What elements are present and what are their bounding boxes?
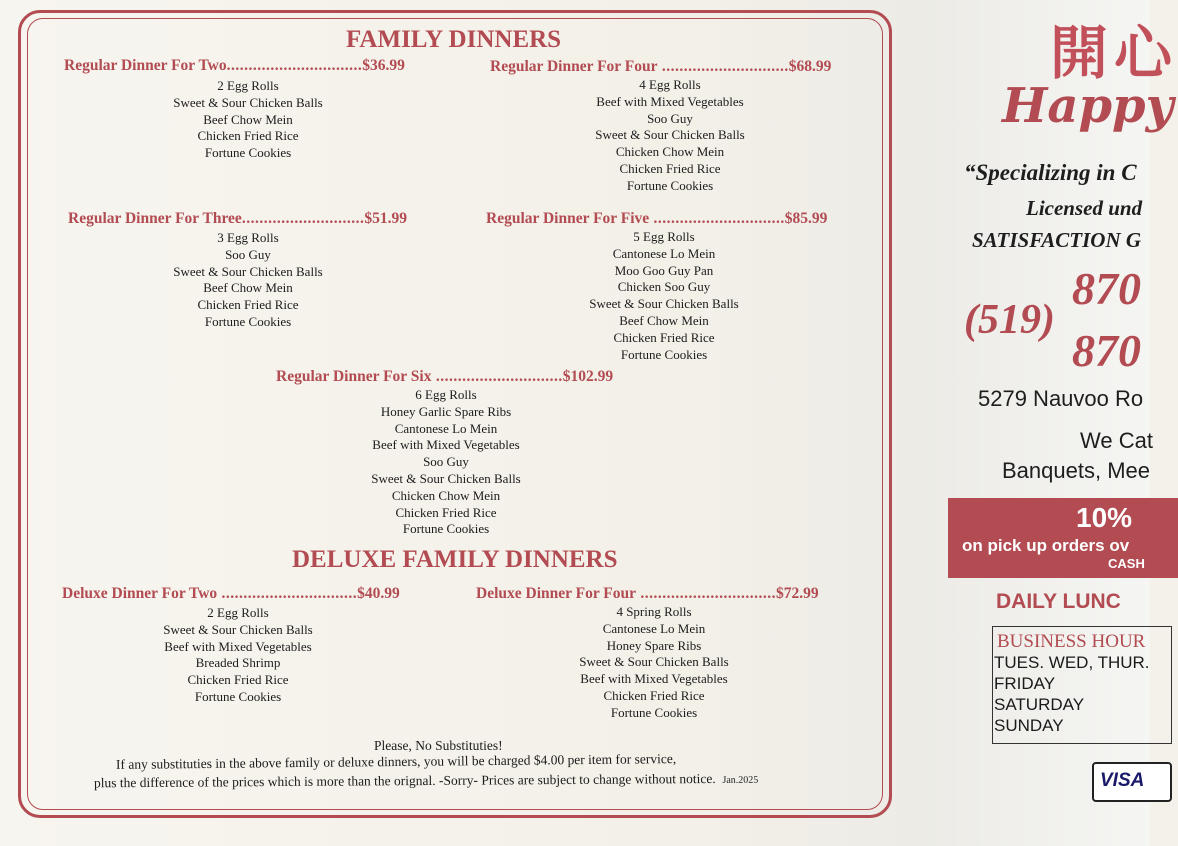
deluxe-for-four-items (554, 604, 754, 722)
list-item: Chicken Chow Mein (391, 487, 501, 503)
substitution-charge-note: If any substituties in the above family or deluxe dinners, you will be charged $4.00 per item for service, (115, 751, 677, 772)
list-item: Fortune Cookies (620, 346, 708, 362)
deluxe-for-two-items (138, 605, 338, 706)
list-item: Beef Chow Mein (203, 280, 293, 296)
hours-day: SUNDAY (994, 716, 1064, 735)
list-item: 2 Egg Rolls (207, 605, 269, 620)
list-item: Sweet & Sour Chicken Balls (595, 127, 745, 143)
list-item: Soo Guy (647, 110, 693, 126)
list-item: Fortune Cookies (204, 313, 292, 329)
list-item: 5 Egg Rolls (633, 229, 695, 244)
list-item: Beef Chow Mein (203, 111, 293, 127)
list-item: Chicken Chow Mein (615, 144, 725, 160)
dinner-for-two-items (148, 78, 348, 162)
list-item: Chicken Soo Guy (617, 279, 711, 295)
restaurant-name: Happy (1002, 78, 1174, 134)
phone-number-2: 870 (1072, 325, 1141, 376)
list-item: Soo Guy (423, 454, 469, 470)
list-item: Cantonese Lo Mein (394, 420, 498, 436)
hours-day: FRIDAY (994, 674, 1056, 693)
discount-percent: 10% (1076, 502, 1133, 533)
visa-card-icon (1092, 762, 1172, 802)
list-item: Fortune Cookies (204, 145, 292, 161)
list-item: Beef Chow Mein (619, 312, 709, 328)
list-item: Sweet & Sour Chicken Balls (579, 654, 729, 670)
list-item: Beef with Mixed Vegetables (580, 671, 728, 687)
list-item: Moo Goo Guy Pan (614, 262, 714, 278)
discount-banner (948, 498, 1178, 578)
visa-label: VISA (1100, 770, 1145, 791)
catering-line-2: Banquets, Mee (1002, 458, 1150, 483)
no-substitutions-note: Please, No Substituties! (374, 738, 503, 753)
dinner-for-four-items (570, 77, 770, 195)
list-item: Chicken Fried Rice (187, 672, 289, 688)
discount-cash: CASH (1108, 556, 1145, 571)
dinner-for-three-items (148, 230, 348, 331)
hours-day: SATURDAY (994, 695, 1085, 714)
list-item: Fortune Cookies (194, 688, 282, 704)
list-item: Sweet & Sour Chicken Balls (173, 94, 323, 110)
list-item: Beef with Mixed Vegetables (372, 437, 520, 453)
dinner-for-five-heading: Regular Dinner For Five ..............................$85.99 (486, 210, 828, 227)
list-item: 3 Egg Rolls (217, 230, 279, 245)
dinner-for-two-heading: Regular Dinner For Two...............................$36.99 (64, 57, 405, 74)
dinner-for-three-heading: Regular Dinner For Three............................$51.99 (68, 210, 407, 227)
list-item: Chicken Fried Rice (619, 160, 721, 176)
list-item: Cantonese Lo Mein (602, 620, 706, 636)
phone-area-code: (519) (964, 297, 1055, 343)
deluxe-dinners-title: DELUXE FAMILY DINNERS (292, 546, 618, 573)
daily-lunch-heading: DAILY LUNC (996, 590, 1121, 613)
phone-number-1: 870 (1072, 263, 1141, 314)
list-item: Soo Guy (225, 246, 271, 262)
slogan-specializing: “Specializing in C (964, 160, 1137, 185)
deluxe-for-four-heading: Deluxe Dinner For Four ...............................$72.99 (476, 585, 819, 602)
business-hours-box (992, 626, 1172, 744)
list-item: Sweet & Sour Chicken Balls (371, 470, 521, 486)
list-item: 4 Egg Rolls (639, 77, 701, 92)
list-item: Beef with Mixed Vegetables (164, 638, 312, 654)
list-item: Fortune Cookies (402, 521, 490, 537)
list-item: Chicken Fried Rice (395, 504, 497, 520)
dinner-for-five-items (564, 229, 764, 363)
slogan-licensed: Licensed und (1026, 196, 1143, 220)
dinner-for-six-items (346, 387, 546, 538)
list-item: Beef with Mixed Vegetables (596, 93, 744, 109)
slogan-satisfaction: SATISFACTION G (972, 228, 1142, 252)
list-item: Chicken Fried Rice (197, 297, 299, 313)
list-item: 2 Egg Rolls (217, 78, 279, 93)
hours-day: TUES. WED, THUR. (994, 653, 1150, 672)
dinner-for-six-heading: Regular Dinner For Six .............................$102.99 (276, 368, 614, 385)
menu-date: Jan.2025 (722, 774, 759, 786)
list-item: Fortune Cookies (626, 177, 714, 193)
address: 5279 Nauvoo Ro (978, 386, 1144, 411)
discount-text: on pick up orders ov (962, 536, 1130, 555)
list-item: Cantonese Lo Mein (612, 245, 716, 261)
list-item: Chicken Fried Rice (603, 687, 705, 703)
list-item: Chicken Fried Rice (613, 329, 715, 345)
deluxe-for-two-heading: Deluxe Dinner For Two ...............................$40.99 (62, 585, 400, 602)
family-dinners-title: FAMILY DINNERS (346, 26, 562, 53)
list-item: Honey Garlic Spare Ribs (380, 403, 512, 419)
price-change-note: plus the difference of the prices which is more than the orignal. -Sorry- Prices are subject to change without notice. Jan.2025 (93, 770, 759, 791)
list-item: Breaded Shrimp (195, 655, 281, 671)
list-item: Honey Spare Ribs (606, 637, 702, 653)
list-item: Fortune Cookies (610, 704, 698, 720)
list-item: Chicken Fried Rice (197, 128, 299, 144)
list-item: 6 Egg Rolls (415, 387, 477, 402)
restaurant-chinese-name: 開心 (1050, 19, 1178, 87)
list-item: Sweet & Sour Chicken Balls (589, 296, 739, 312)
list-item: 4 Spring Rolls (616, 604, 692, 619)
list-item: Sweet & Sour Chicken Balls (173, 263, 323, 279)
list-item: Sweet & Sour Chicken Balls (163, 621, 313, 637)
business-hours-title: BUSINESS HOUR (997, 631, 1146, 652)
restaurant-info-panel (900, 0, 1178, 846)
dinner-for-four-heading: Regular Dinner For Four .............................$68.99 (490, 58, 832, 75)
catering-line-1: We Cat (1080, 428, 1153, 453)
